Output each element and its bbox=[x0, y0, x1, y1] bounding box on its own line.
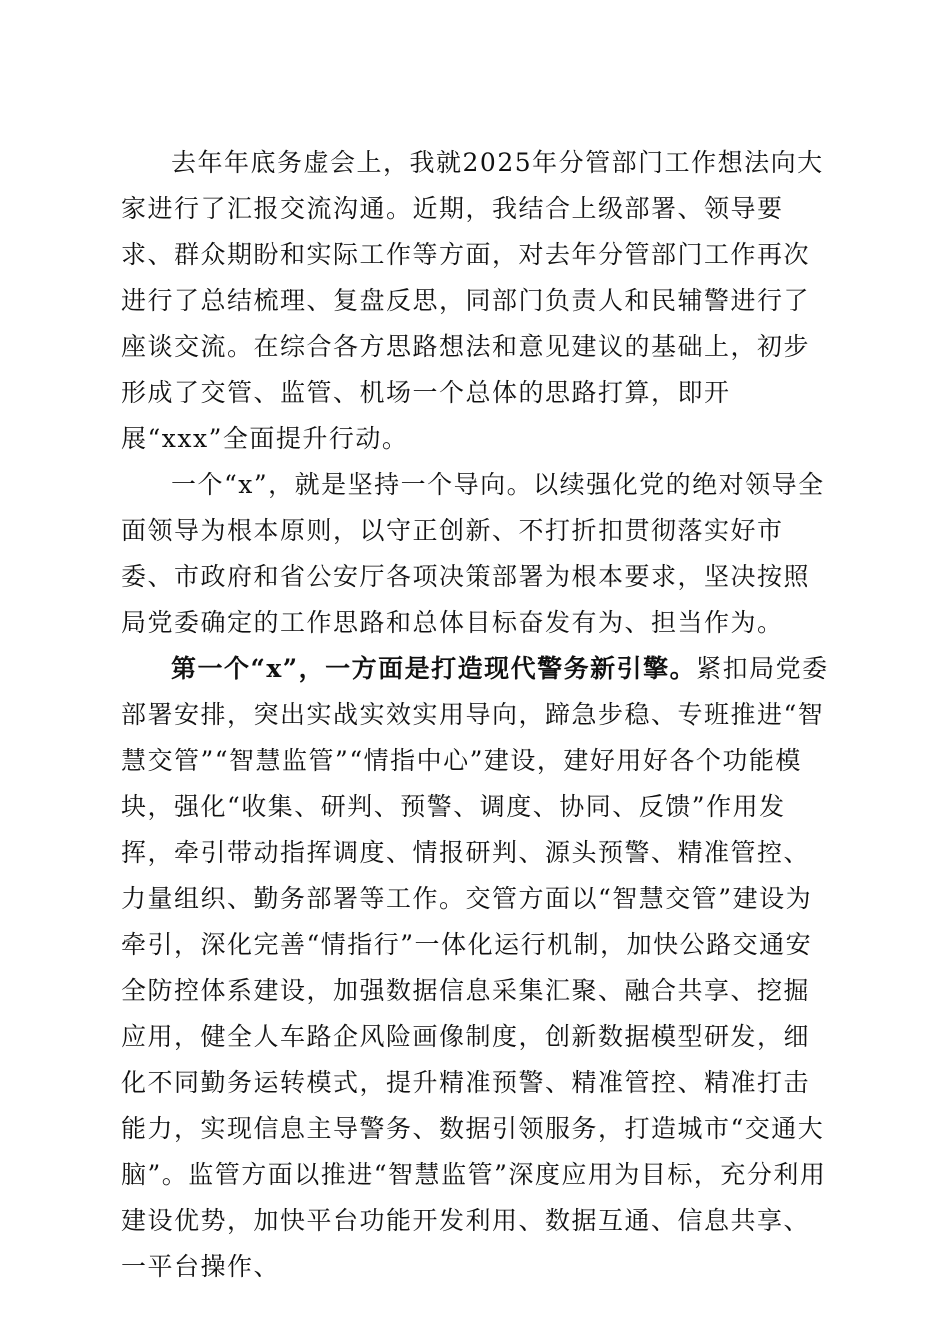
paragraph-intro-text: 去年年底务虚会上，我就2025年分管部门工作想法向大家进行了汇报交流沟通。近期，我结合上级部署、领导要求、群众期盼和实际工作等方面，对去年分管部门工作再次进行了总结梳理、复盘反思，同部门负责人和民辅警进行了座谈交流。在综合各方思路想法和意见建议的基础上，初步形成了交管、监管、机场一个总体的思路打算，即开展“xxx”全面提升行动。 bbox=[121, 148, 824, 453]
paragraph-first-x bbox=[121, 646, 832, 1290]
document-body bbox=[121, 140, 832, 1290]
paragraph-intro bbox=[121, 140, 832, 462]
paragraph-orientation bbox=[121, 462, 832, 646]
paragraph-orientation-text: 一个“x”，就是坚持一个导向。以续强化党的绝对领导全面领导为根本原则，以守正创新、不打折扣贯彻落实好市委、市政府和省公安厅各项决策部署为根本要求，坚决按照局党委确定的工作思路和总体目标奋发有为、担当作为。 bbox=[121, 470, 825, 637]
paragraph-first-x-text: 紧扣局党委部署安排，突出实战实效实用导向，蹄急步稳、专班推进“智慧交管”“智慧监管”“情指中心”建设，建好用好各个功能模块，强化“收集、研判、预警、调度、协同、反馈”作用发挥，牵引带动指挥调度、情报研判、源头预警、精准管控、力量组织、勤务部署等工作。交管方面以“智慧交管”建设为牵引，深化完善“情指行”一体化运行机制，加快公路交通安全防控体系建设，加强数据信息采集汇聚、融合共享、挖掘应用，健全人车路企风险画像制度，创新数据模型研发，细化不同勤务运转模式，提升精准预警、精准管控、精准打击能力，实现信息主导警务、数据引领服务，打造城市“交通大脑”。监管方面以推进“智慧监管”深度应用为目标，充分利用建设优势，加快平台功能开发利用、数据互通、信息共享、一平台操作、 bbox=[121, 654, 829, 1281]
paragraph-first-x-lead: 第一个“x”，一方面是打造现代警务新引擎。 bbox=[171, 654, 697, 683]
